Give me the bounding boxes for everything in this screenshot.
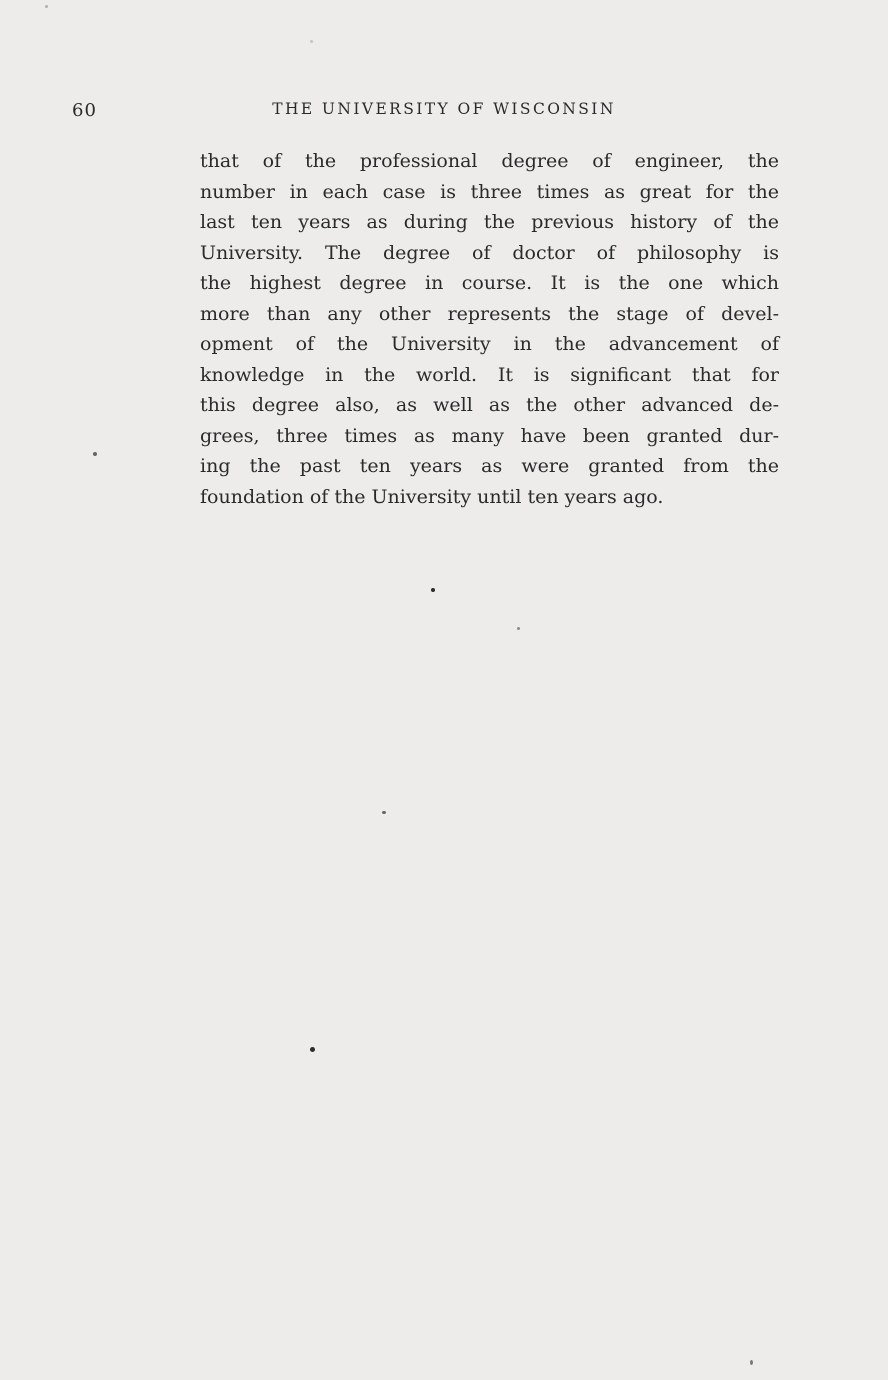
paper-speck [750, 1360, 753, 1365]
text-line: that of the professional degree of engineer, the [200, 150, 779, 172]
body-paragraph [200, 146, 779, 512]
text-line: last ten years as during the previous history of the [200, 211, 779, 233]
text-line: ing the past ten years as were granted from the [200, 455, 779, 477]
paper-speck [310, 1047, 315, 1052]
text-line: the highest degree in course. It is the one which [200, 272, 779, 294]
text-line: University. The degree of doctor of philosophy is [200, 241, 779, 264]
paper-speck [45, 5, 48, 8]
paper-speck [431, 588, 435, 592]
page-number: 60 [72, 100, 97, 121]
running-title: THE UNIVERSITY OF WISCONSIN [272, 100, 616, 118]
text-line: knowledge in the world. It is significant that for [200, 363, 779, 386]
text-line: number in each case is three times as great for the [200, 180, 779, 203]
text-line: opment of the University in the advancement of [200, 333, 779, 355]
paper-speck [382, 811, 386, 814]
paper-speck [517, 627, 520, 630]
paper-speck [310, 40, 313, 43]
text-line: this degree also, as well as the other advanced de- [200, 394, 779, 416]
paper-speck [93, 452, 97, 456]
text-line: more than any other represents the stage of devel- [200, 302, 779, 325]
text-line: grees, three times as many have been granted dur- [200, 424, 779, 447]
text-line: foundation of the University until ten years ago. [200, 485, 664, 508]
